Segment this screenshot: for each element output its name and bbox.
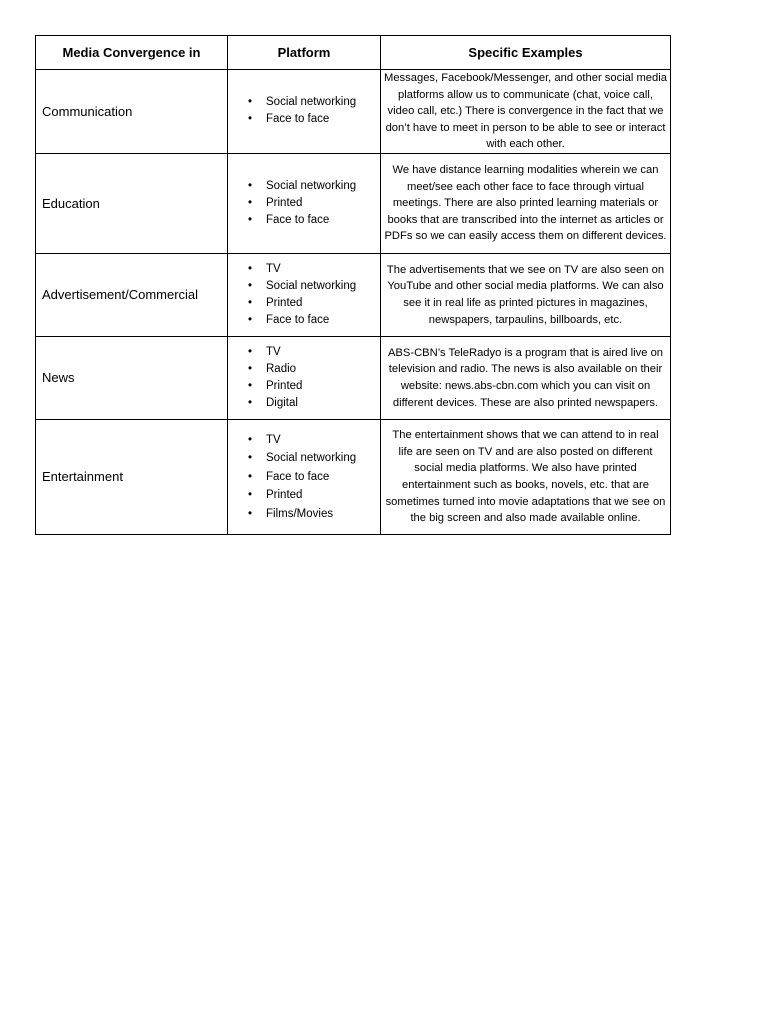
category-cell: Communication <box>36 70 228 154</box>
header-media-convergence: Media Convergence in <box>36 36 228 70</box>
example-cell: ABS-CBN’s TeleRadyo is a program that is aired live on television and radio. The news is also available on their website: news.abs-cbn.com which you can visit on different devices. These are also printed newspapers. <box>381 336 671 419</box>
platform-item: • TV <box>248 261 376 278</box>
platform-item: • Face to face <box>248 111 376 128</box>
platform-item: • TV <box>248 344 376 361</box>
platform-item: • Printed <box>248 486 376 505</box>
example-cell: Messages, Facebook/Messenger, and other social media platforms allow us to communicate (chat, voice call, video call, etc.) There is convergence in the fact that we don’t have to meet in person to be able to see or interact with each other. <box>381 70 671 154</box>
platform-cell <box>228 336 381 419</box>
platform-list <box>248 344 376 412</box>
platform-item: • Printed <box>248 295 376 312</box>
category-cell: News <box>36 336 228 419</box>
platform-list <box>248 178 376 229</box>
example-cell: We have distance learning modalities wherein we can meet/see each other face to face through virtual meetings. There are also printed learning materials or books that are transcribed into the internet as articles or PDFs so we can easily access them on different devices. <box>381 153 671 253</box>
platform-cell <box>228 419 381 534</box>
media-convergence-table <box>35 35 671 535</box>
platform-item: • Face to face <box>248 468 376 487</box>
category-cell: Education <box>36 153 228 253</box>
platform-item: • Social networking <box>248 449 376 468</box>
table-header-row <box>36 36 671 70</box>
table-row <box>36 253 671 336</box>
example-cell: The advertisements that we see on TV are also seen on YouTube and other social media platforms. We can also see it in real life as printed pictures in magazines, newspapers, tarpaulins, billboards, etc. <box>381 253 671 336</box>
platform-list <box>248 431 376 524</box>
platform-list <box>248 261 376 329</box>
platform-list <box>248 94 376 128</box>
table-row <box>36 70 671 154</box>
table-row <box>36 153 671 253</box>
category-cell: Advertisement/Commercial <box>36 253 228 336</box>
platform-item: • Printed <box>248 195 376 212</box>
example-cell: The entertainment shows that we can attend to in real life are seen on TV and are also posted on different social media platforms. We also have printed entertainment such as books, novels, etc. that are sometimes turned into movie adaptations that we see on the big screen and also made available online. <box>381 419 671 534</box>
platform-item: • Face to face <box>248 312 376 329</box>
table-row <box>36 336 671 419</box>
platform-item: • Radio <box>248 361 376 378</box>
category-cell: Entertainment <box>36 419 228 534</box>
platform-item: • TV <box>248 431 376 450</box>
header-platform: Platform <box>228 36 381 70</box>
platform-item: • Printed <box>248 378 376 395</box>
platform-item: • Face to face <box>248 212 376 229</box>
header-specific-examples: Specific Examples <box>381 36 671 70</box>
platform-item: • Social networking <box>248 178 376 195</box>
platform-item: • Films/Movies <box>248 505 376 524</box>
platform-item: • Social networking <box>248 278 376 295</box>
platform-cell <box>228 153 381 253</box>
platform-cell <box>228 253 381 336</box>
platform-item: • Digital <box>248 395 376 412</box>
platform-item: • Social networking <box>248 94 376 111</box>
platform-cell <box>228 70 381 154</box>
table-row <box>36 419 671 534</box>
